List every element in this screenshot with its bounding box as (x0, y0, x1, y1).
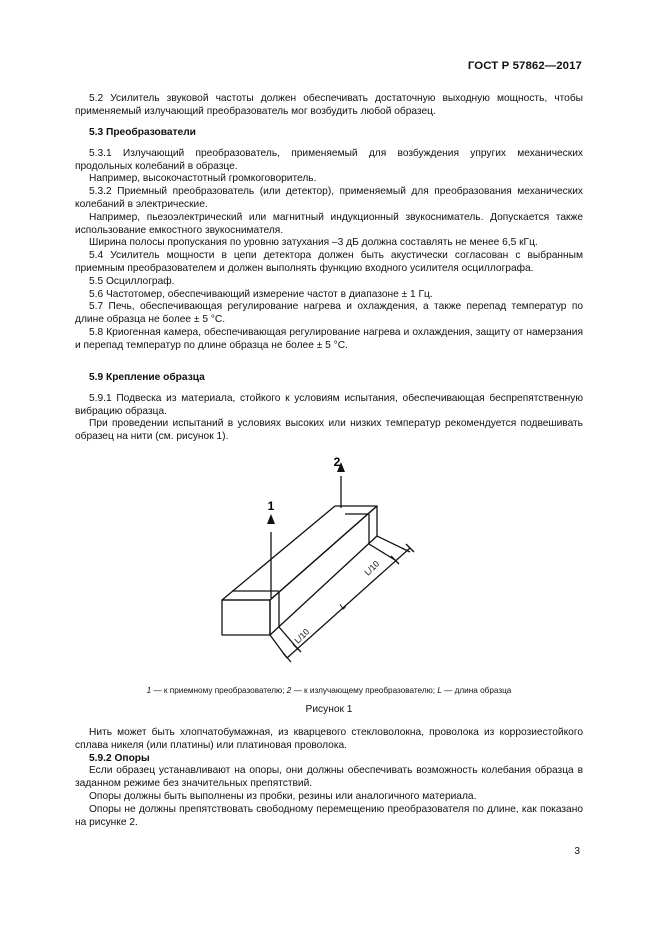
legend-text-1: — к приемному преобразователю; (151, 686, 287, 695)
figure-1-caption: Рисунок 1 (305, 704, 353, 715)
label-1: 1 (267, 499, 275, 513)
figure-1-specimen-diagram (205, 448, 445, 688)
paragraph-5-3-2-bandwidth: Ширина полосы пропускания по уровню затухания –3 дБ должна составлять не менее 6,5 кГц. (89, 237, 538, 249)
section-5-9-2 (75, 727, 583, 829)
dimension-ext-back (377, 536, 410, 552)
paragraph-5-6: 5.6 Частотомер, обеспечивающий измерение частот в диапазоне ± 1 Гц. (89, 288, 433, 300)
heading-5-3: 5.3 Преобразователи (89, 127, 196, 138)
specimen-top-face (222, 506, 377, 600)
paragraph-5-7: 5.7 Печь, обеспечивающая регулирование нагрева и охлаждения, а также перепад температур по длине образца не более ± 5 °С. (75, 301, 583, 326)
legend-key-l: L (437, 686, 442, 695)
specimen-front-face (222, 600, 270, 635)
heading-5-9: 5.9 Крепление образца (89, 372, 205, 383)
section-5-2 (75, 93, 583, 119)
dimension-tick-front (283, 653, 291, 662)
paragraph-5-3-2-example: Например, пьезоэлектрический или магнитный индукционный звукосниматель. Допускается также использование емкостного звукоснимателя. (75, 211, 583, 236)
section-5-3 (75, 127, 583, 353)
arrowhead-1 (267, 514, 275, 524)
paragraph-5-9-2-materials: Опоры должны быть выполнены из пробки, резины или аналогичного материала. (89, 790, 477, 802)
label-length: L (337, 600, 348, 612)
paragraph-5-4: 5.4 Усилитель мощности в цепи детектора должен быть акустически согласован с выбранным приемным преобразователем и должен выполнять функцию входного усилителя осциллографа. (75, 250, 583, 274)
paragraph-5-9-2-movement: Опоры не должны препятствовать свободному перемещению преобразователя по длине, как показано на рисунке 2. (75, 803, 583, 828)
legend-key-2: 2 (286, 686, 292, 695)
legend-text-l: — длина образца (441, 686, 512, 695)
page-number: 3 (574, 846, 580, 857)
figure-1-legend (75, 686, 583, 696)
label-l10-back: L/10 (362, 558, 382, 578)
paragraph-5-9-1: 5.9.1 Подвеска из материала, стойкого к условиям испытания, обеспечивающая беспрепятственную вибрацию образца. (75, 392, 583, 417)
heading-5-9-2: 5.9.2 Опоры (89, 752, 150, 764)
paragraph-5-9-1-suspension: При проведении испытаний в условиях высоких или низких температур рекомендуется подвешивать образец на нити (см. рисунок 1). (75, 418, 583, 443)
paragraph-5-8: 5.8 Криогенная камера, обеспечивающая регулирование нагрева и охлаждения, защиту от намерзания и перепад температур по длине образца не более ± 5 °С. (75, 326, 583, 351)
label-l10-front: L/10 (292, 626, 312, 646)
paragraph-5-3-2: 5.3.2 Приемный преобразователь (или детектор), применяемый для преобразования механических колебаний в электрические. (75, 186, 583, 210)
section-5-9 (75, 372, 583, 444)
paragraph-5-9-2-supports: Если образец устанавливают на опоры, они должны обеспечивать возможность колебания образца в заданном режиме без значительных препятствий. (75, 765, 583, 790)
paragraph-thread-materials: Нить может быть хлопчатобумажная, из кварцевого стекловолокна, проволока из коррозиестойкого сплава никеля (или платины) или платиновая проволока. (75, 727, 583, 751)
legend-key-1: 1 (146, 686, 152, 695)
legend-text-2: — к излучающему преобразователю; (291, 686, 438, 695)
paragraph-5-3-1-example: Например, высокочастотный громкоговоритель. (89, 173, 317, 185)
label-2: 2 (333, 455, 341, 469)
document-code: ГОСТ Р 57862—2017 (467, 60, 582, 72)
specimen-drawing (205, 448, 445, 688)
dimension-ext-back-slice (369, 544, 395, 560)
paragraph-5-5: 5.5 Осциллограф. (89, 275, 175, 287)
paragraph-5-2: 5.2 Усилитель звуковой частоты должен обеспечивать достаточную выходную мощность, чтобы применяемый излучающий преобразователь мог возбудить любой образец. (75, 93, 583, 117)
paragraph-5-3-1: 5.3.1 Излучающий преобразователь, применяемый для возбуждения упругих механических продольных колебаний в образце. (75, 147, 583, 172)
specimen-side-face (270, 506, 377, 635)
